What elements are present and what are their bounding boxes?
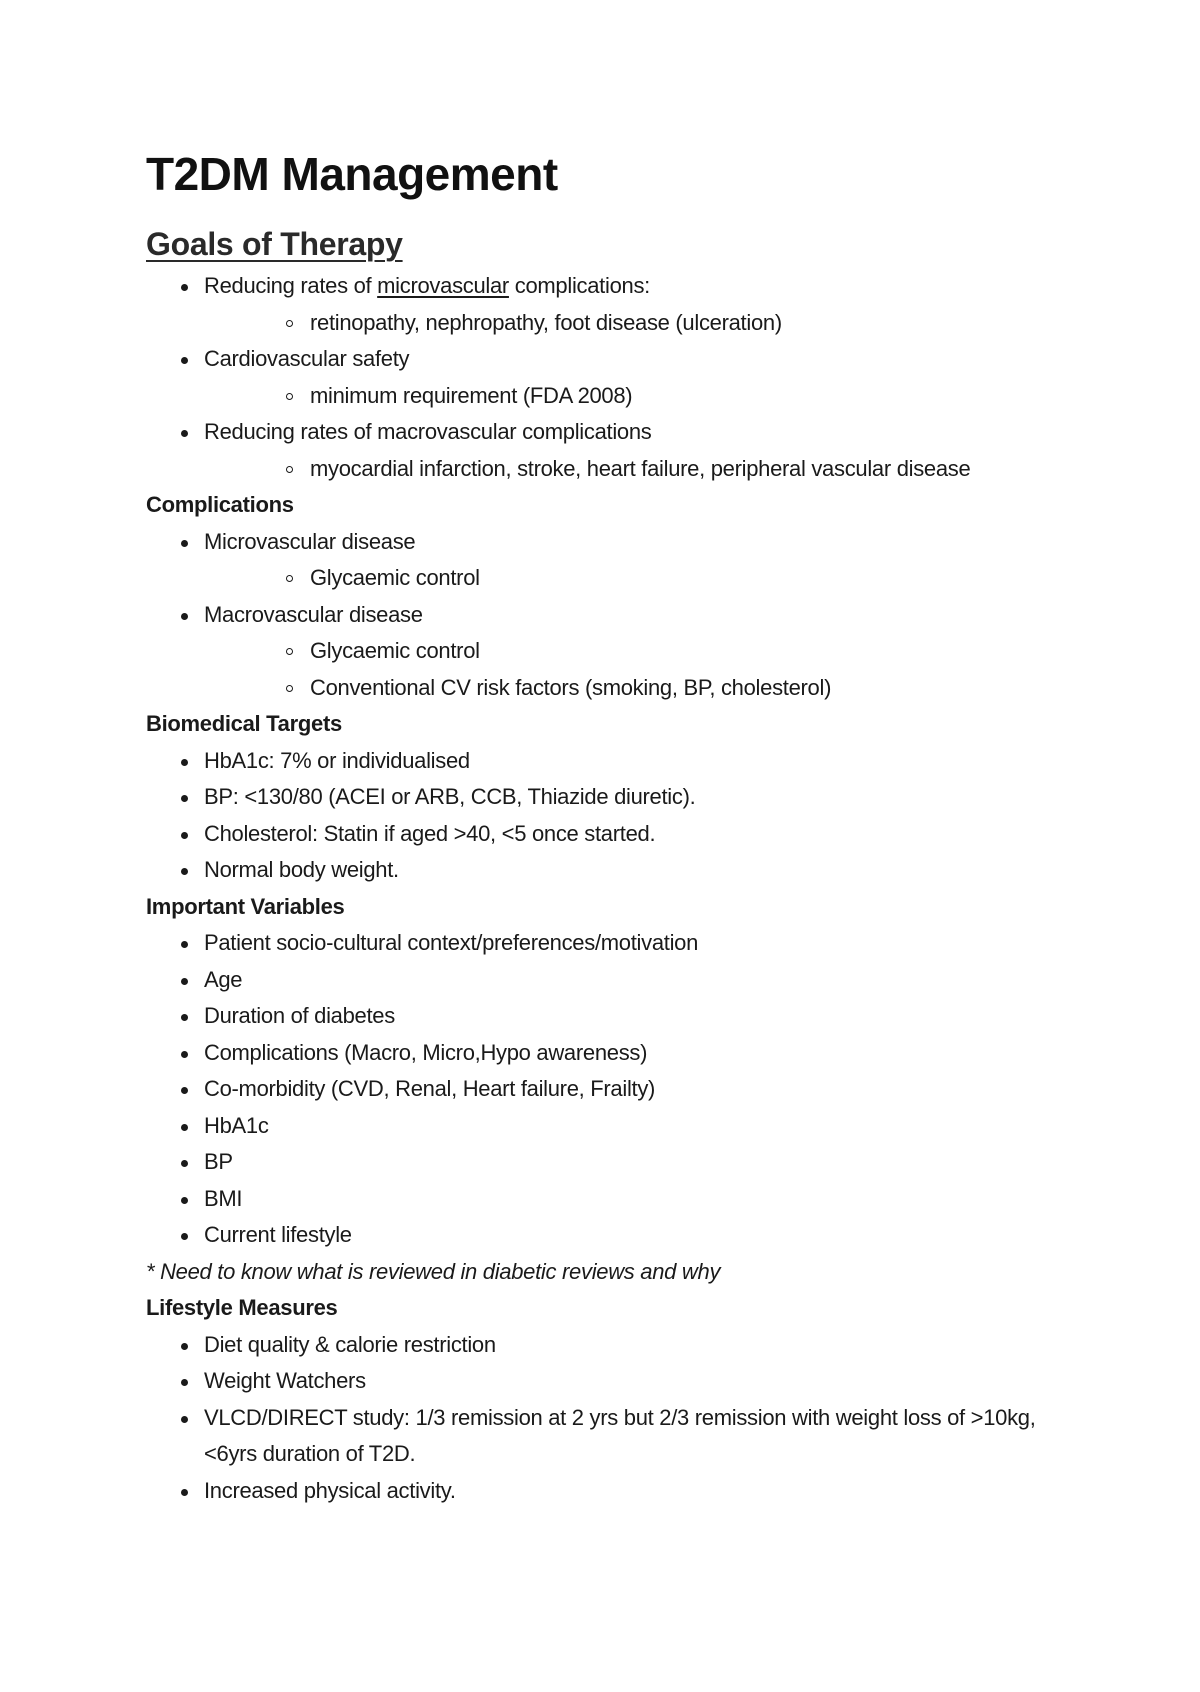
- list-item: Patient socio-cultural context/preferences/motivation: [146, 925, 1086, 962]
- list-item: HbA1c: [146, 1108, 1086, 1145]
- underlined-term: microvascular: [377, 273, 509, 298]
- list-item: Current lifestyle: [146, 1217, 1086, 1254]
- variables-list: [146, 925, 1086, 1254]
- list-item: Increased physical activity.: [146, 1473, 1086, 1510]
- sub-list-item: Glycaemic control: [204, 633, 1086, 670]
- list-item: Cholesterol: Statin if aged >40, <5 once started.: [146, 816, 1086, 853]
- sub-list-item: retinopathy, nephropathy, foot disease (ulceration): [204, 305, 1086, 342]
- list-item: Complications (Macro, Micro,Hypo awareness): [146, 1035, 1086, 1072]
- item-text: Cardiovascular safety: [204, 346, 410, 371]
- goals-list: [146, 268, 1086, 487]
- review-note: * Need to know what is reviewed in diabetic reviews and why: [146, 1258, 721, 1284]
- list-item: Normal body weight.: [146, 852, 1086, 889]
- sub-list: [204, 633, 1086, 706]
- list-item: Duration of diabetes: [146, 998, 1086, 1035]
- item-text: Reducing rates of macrovascular complications: [204, 419, 652, 444]
- list-item: [146, 268, 1086, 341]
- sub-list: [204, 305, 1086, 342]
- sub-list-item: Conventional CV risk factors (smoking, BP, cholesterol): [204, 670, 1086, 707]
- sub-list: [204, 451, 1086, 488]
- targets-list: [146, 743, 1086, 889]
- list-item: Diet quality & calorie restriction: [146, 1327, 1086, 1364]
- list-item: BP: <130/80 (ACEI or ARB, CCB, Thiazide diuretic).: [146, 779, 1086, 816]
- sub-list: [204, 560, 1086, 597]
- complications-heading: Complications: [146, 492, 294, 517]
- sub-list-item: minimum requirement (FDA 2008): [204, 378, 1086, 415]
- item-text: Microvascular disease: [204, 528, 416, 554]
- complications-list: [146, 524, 1086, 707]
- list-item: Age: [146, 962, 1086, 999]
- sub-list-item: Glycaemic control: [204, 560, 1086, 597]
- list-item: HbA1c: 7% or individualised: [146, 743, 1086, 780]
- list-item: VLCD/DIRECT study: 1/3 remission at 2 yrs but 2/3 remission with weight loss of >10kg, <6yrs duration of T2D.: [146, 1400, 1086, 1473]
- list-item: [146, 597, 1086, 707]
- list-item: [146, 524, 1086, 597]
- list-item: BP: [146, 1144, 1086, 1181]
- item-text: complications:: [508, 273, 650, 298]
- sub-list-item: myocardial infarction, stroke, heart failure, peripheral vascular disease: [204, 451, 1086, 488]
- targets-heading: Biomedical Targets: [146, 711, 342, 736]
- sub-list: [204, 378, 1086, 415]
- document-page: [146, 146, 1086, 1509]
- list-item: [146, 414, 1086, 487]
- item-text: Macrovascular disease: [204, 601, 423, 627]
- list-item: BMI: [146, 1181, 1086, 1218]
- list-item: [146, 341, 1086, 414]
- lifestyle-heading: Lifestyle Measures: [146, 1295, 338, 1320]
- lifestyle-list: [146, 1327, 1086, 1510]
- page-title: T2DM Management: [146, 148, 558, 200]
- list-item: Co-morbidity (CVD, Renal, Heart failure, Frailty): [146, 1071, 1086, 1108]
- variables-heading: Important Variables: [146, 893, 345, 919]
- item-text: Reducing rates of: [204, 273, 378, 298]
- list-item: Weight Watchers: [146, 1363, 1086, 1400]
- goals-heading: Goals of Therapy: [146, 226, 403, 262]
